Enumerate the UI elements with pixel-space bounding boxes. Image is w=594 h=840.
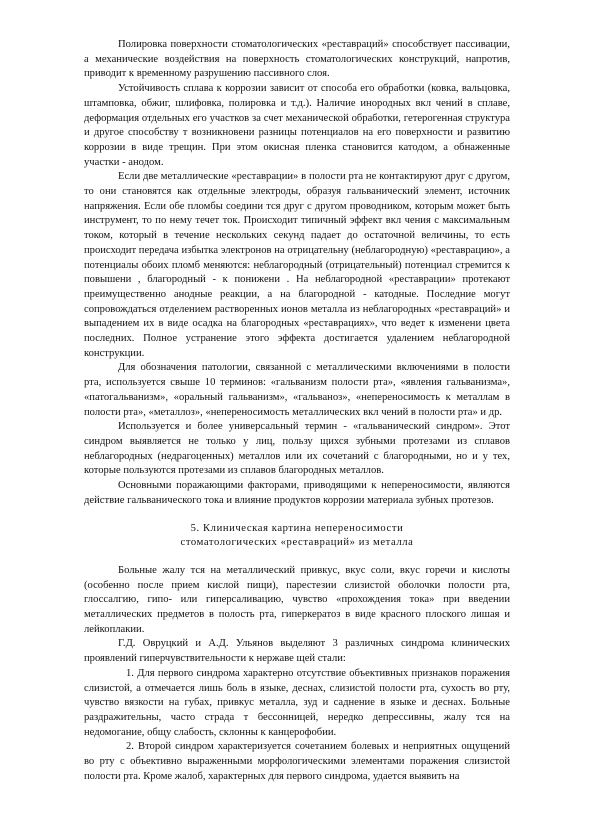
paragraph: Больные жалу тся на металлический привкус, вкус соли, вкус горечи и кислоты (особенно после прием кислой пищи), парестезии слизистой оболочки полости рта, глоссалгию, гипо- или гиперсаливацию, чувство «прохождения тока» при введении металлических предметов в полость рта, гиперкератоз в виде красного плоского лишая и лейкоплакии. <box>84 564 510 635</box>
spacer <box>84 509 510 522</box>
list-item: 2. Второй синдром характеризуется сочетанием болевых и неприятных ощущений во рту с объективно выраженными морфологическими элементами поражения слизистой полости рта. Кроме жалоб, характерных для первого синдрома, удается выявить на <box>84 741 510 782</box>
section-heading-line-2: стоматологических «реставраций» из металла <box>180 537 414 549</box>
paragraph: Полировка поверхности стоматологических «реставраций» способствует пассивации, а механические воздействия на поверхность стоматологических конструкций, напротив, приводит к временному разрушению пассивного слоя. <box>84 39 510 80</box>
paragraph: Устойчивость сплава к коррозии зависит от способа его обработки (ковка, вальцовка, штамповка, обжиг, шлифовка, полировка и т.д.). Наличие инородных вкл чений в сплаве, деформация отдельных его участков за счет механической обработки, гетерогенная структура и другое способству т возникновени разницы потенциалов на его поверхности и развитию коррозии в виде трещин. При этом окисная пленка становится катодом, а обнаженные участки - анодом. <box>84 83 510 168</box>
paragraph: Г.Д. Овруцкий и А.Д. Ульянов выделяют 3 различных синдрома клинических проявлений гиперчувствительности к нержаве щей стали: <box>84 638 510 665</box>
spacer <box>84 551 510 564</box>
document-page <box>84 38 510 784</box>
paragraph: Если две металлические «реставрации» в полости рта не контактируют друг с другом, то они становятся как отдельные электроды, образуя гальванический элемент, источник напряжения. Если обе пломбы соедини тся друг с другом проводником, которым может быть инструмент, то по нему течет ток. Происходит типичный эффект вкл чения с максимальным током, который в течение нескольких секунд падает до остаточной величины, то есть происходит передача избытка электронов на отрицательну (неблагородную) «реставрацию», а потенциалы обоих пломб меняются: неблагородный (отрицательный) потенциал стремится к повышени , благородный - к понижени . На неблагородной «реставрации» протекают преимущественно анодные реакции, а на благородной - катодные. Последние могут сопровождаться отделением растворенных ионов металла из неблагородных «реставраций» и выпадением их в виде осадка на благородных «реставрациях», что ведет к изменени цвета последних. Полное устранение этого эффекта достигается удалением неблагородной конструкции. <box>84 171 510 359</box>
list-item: 1. Для первого синдрома характерно отсутствие объективных признаков поражения слизистой, а отмечается лишь боль в языке, деснах, слизистой полости рта, сухость во рту, чувство вязкости на губах, привкус металла, зуд и саднение в языке и деснах. Больные раздражительны, часто страда т бессонницей, нередко депрессивны, жалу тся на недомогание, общу слабость, склонны к канцерофобии. <box>84 667 510 738</box>
paragraph: Для обозначения патологии, связанной с металлическими включениями в полости рта, используется свыше 10 терминов: «гальванизм полости рта», «явления гальванизма», «патогальванизм», «оральный гальванизм», «гальваноз», «непереносимость к металлам в полости рта», «металлоз», «непереносимость металлических вкл чений в полости рта» и др. <box>84 362 510 418</box>
section-heading-line-1: 5. Клиническая картина непереносимости <box>190 522 404 534</box>
paragraph: Основными поражающими факторами, приводящими к непереносимости, являются действие гальванического тока и влияние продуктов коррозии материала зубных протезов. <box>84 480 510 506</box>
paragraph: Используется и более универсальный термин - «гальванический синдром». Этот синдром выявляется не только у лиц, пользу щихся зубными протезами из сплавов неблагородных (недрагоценных) металлов или их сочетаний с благородными, но и у тех, которые пользуются протезами из сплавов благородных металлов. <box>84 421 510 477</box>
